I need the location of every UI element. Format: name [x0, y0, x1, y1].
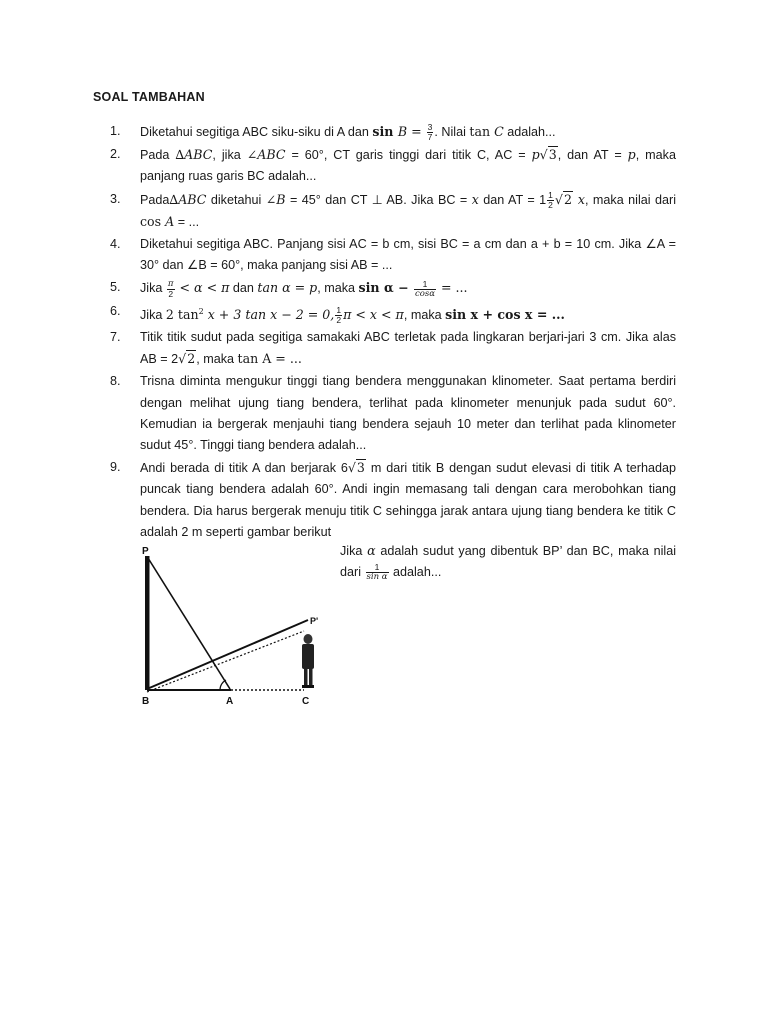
question-number: 2.	[110, 147, 121, 162]
question-text: Diketahui segitiga ABC siku-siku di A dan sin B = $\frac{3}{7}$ . Nilai tan C adalah...	[140, 122, 556, 143]
square-root: √3	[539, 147, 557, 163]
fraction: $\frac{1}{\text{sin α}}$	[366, 562, 388, 583]
line-bp-prime	[147, 620, 308, 689]
line-pa	[148, 558, 230, 689]
square-root: √2	[554, 191, 572, 207]
question-9	[110, 457, 676, 543]
flagpole	[145, 556, 150, 690]
square-root: √3	[347, 460, 365, 476]
question-text: Titik titik sudut pada segitiga samakaki ABC terletak pada lingkaran berjari-jari 3 cm. Jika alas AB = 2√2, maka tan A = ...	[140, 330, 676, 367]
label-b: B	[142, 696, 150, 707]
question-1	[110, 121, 676, 143]
label-p-prime: P'	[310, 616, 319, 626]
question-2	[110, 144, 676, 187]
question-9-continuation: Jika α adalah sudut yang dibentuk BP’ dan BC, maka nilai dari $\frac{1}{\text{sin α}}$ adalah...	[340, 543, 676, 583]
square-root: √2	[178, 351, 196, 367]
fraction: $\frac{1}{2}$	[548, 189, 553, 210]
question-3	[110, 189, 676, 233]
question-7	[110, 327, 676, 370]
question-6	[110, 301, 676, 326]
fraction: $\frac{3}{7}$	[427, 122, 433, 143]
question-4	[110, 234, 676, 276]
question-number: 3.	[110, 191, 121, 206]
question-text: Trisna diminta mengukur tinggi tiang bendera menggunakan klinometer. Saat pertama berdiri dengan melihat ujung tiang bendera, terlihat pada klinometer menunjuk pada sudut 60°. Kemudian ia bergerak menjauhi tiang bendera sejauh 10 meter dan terlihat pada klinometer sudut 45°. Tinggi tiang bendera adalah...	[140, 374, 676, 453]
question-text: Pada∆ABC diketahui ∠B = 45° dan CT ⊥ AB. Jika BC = x dan AT = 1 $\frac{1}{2}$ √2 x, maka nilai dari cos A = ...	[140, 189, 677, 229]
question-text: Jika 2 $\tan^2 x + 3$ tan x − 2 = 0, $\frac{1}{2}$ π < x < π, maka sin x + cos x = ...	[140, 304, 565, 325]
fraction: $\frac{1}{\cos\alpha}$	[414, 278, 435, 299]
label-a: A	[226, 696, 234, 707]
question-number: 4.	[110, 237, 121, 252]
question-number: 5.	[110, 280, 121, 295]
person-icon	[302, 634, 314, 688]
label-c: C	[302, 696, 310, 707]
question-number: 7.	[110, 330, 121, 345]
question-text: Jika $\frac{\pi}{2}$ < α < π dan tan α = p, maka sin α − $\frac{1}{\cos\alpha}$ = ...	[140, 278, 468, 299]
question-5	[110, 277, 676, 299]
question-list	[110, 121, 676, 544]
question-text: Pada ∆ABC, jika ∠ABC = 60°, CT garis tinggi dari titik C, AC = p√3, dan AT = p, maka panjang ruas garis BC adalah...	[140, 147, 676, 184]
question-8	[110, 371, 676, 456]
worksheet-title: SOAL TAMBAHAN	[93, 90, 205, 104]
fraction: $\frac{\pi}{2}$	[167, 278, 174, 299]
fraction: $\frac{1}{2}$	[336, 304, 342, 325]
question-text: Andi berada di titik A dan berjarak 6√3 m dari titik B dengan sudut elevasi di titik A terhadap puncak tiang bendera adalah 60°. Andi ingin memasang tali dengan cara merobohkan tiang bendera. Dia harus bergerak menuju titik C sehingga jarak antara ujung tiang bendera ke titik C adalah 2 m seperti gambar berikut	[140, 460, 676, 539]
question-number: 8.	[110, 374, 121, 389]
question-text: Diketahui segitiga ABC. Panjang sisi AC = b cm, sisi BC = a cm dan a + b = 10 cm. Jika ∠A = 30° dan ∠B = 60°, maka panjang sisi AB = ...	[140, 237, 676, 273]
label-p: P	[142, 546, 149, 557]
flagpole-diagram	[136, 542, 326, 712]
question-number: 6.	[110, 303, 121, 318]
question-number: 1.	[110, 124, 121, 138]
question-number: 9.	[110, 460, 121, 475]
